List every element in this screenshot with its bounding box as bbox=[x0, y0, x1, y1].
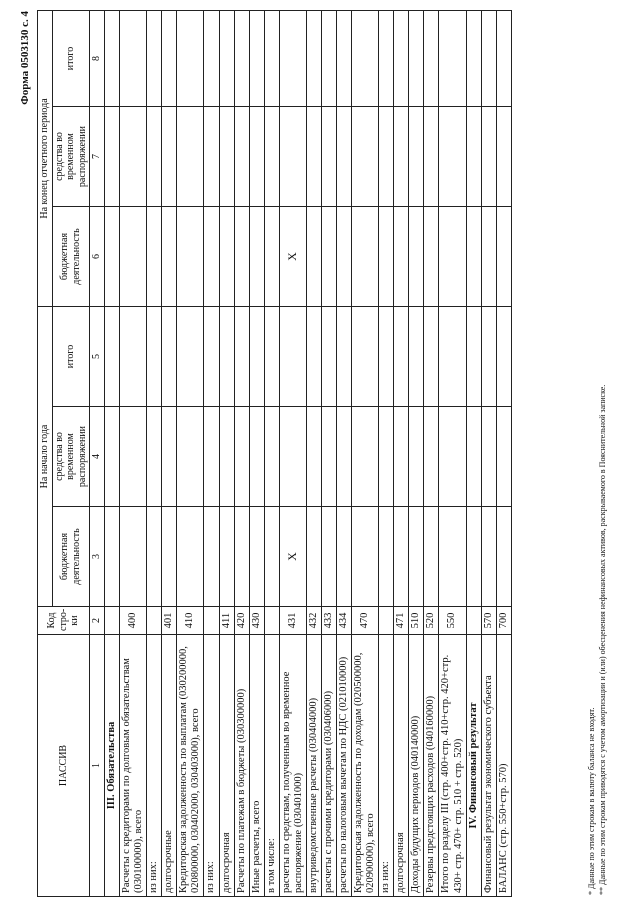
row-code: 471 bbox=[394, 606, 409, 634]
row-code: 700 bbox=[496, 606, 511, 634]
value-cell bbox=[234, 10, 249, 106]
row-name: БАЛАНС (стр. 550+стр. 570) bbox=[496, 634, 511, 896]
section-row bbox=[105, 10, 120, 896]
value-cell bbox=[481, 106, 496, 206]
table-row bbox=[394, 10, 409, 896]
table-row bbox=[249, 10, 264, 896]
value-cell bbox=[162, 506, 177, 606]
value-cell bbox=[379, 106, 394, 206]
value-cell bbox=[424, 506, 439, 606]
footnotes bbox=[587, 384, 609, 894]
value-cell bbox=[409, 206, 424, 306]
value-cell bbox=[337, 106, 352, 206]
row-name: Кредиторская задолженность по выплатам (030200000, 020800000, 030402000, 030403000), всего bbox=[177, 634, 204, 896]
value-cell bbox=[162, 406, 177, 506]
value-cell bbox=[352, 306, 379, 406]
value-cell bbox=[147, 106, 162, 206]
value-cell bbox=[424, 10, 439, 106]
header-temp-start: средства во временном распоряжении bbox=[52, 406, 90, 506]
col-number: 6 bbox=[90, 206, 105, 306]
value-cell bbox=[306, 106, 321, 206]
header-passive: ПАССИВ bbox=[38, 634, 90, 896]
header-temp-end: средства во временном распоряжении bbox=[52, 106, 90, 206]
value-cell bbox=[466, 10, 481, 106]
row-code: 430 bbox=[249, 606, 264, 634]
value-cell bbox=[234, 106, 249, 206]
row-name: из них: bbox=[379, 634, 394, 896]
value-cell bbox=[337, 206, 352, 306]
value-cell bbox=[120, 506, 147, 606]
value-cell bbox=[439, 406, 466, 506]
value-cell bbox=[264, 206, 279, 306]
value-cell bbox=[352, 506, 379, 606]
value-cell bbox=[439, 10, 466, 106]
value-cell bbox=[177, 106, 204, 206]
value-cell bbox=[394, 106, 409, 206]
value-cell bbox=[219, 10, 234, 106]
value-cell bbox=[439, 306, 466, 406]
row-code: 433 bbox=[321, 606, 336, 634]
header-total-start: итого bbox=[52, 306, 90, 406]
value-cell bbox=[264, 106, 279, 206]
footnote: ** Данные по этим строкам приводятся с учетом амортизации и (или) обесценения нефинансовых активов, раскрываемого в Пояснительной записке. bbox=[597, 384, 607, 895]
value-cell bbox=[120, 306, 147, 406]
value-cell bbox=[379, 306, 394, 406]
value-cell bbox=[162, 10, 177, 106]
value-cell bbox=[219, 506, 234, 606]
row-code: 434 bbox=[337, 606, 352, 634]
value-cell bbox=[321, 406, 336, 506]
table-row bbox=[279, 10, 306, 896]
row-name: Расчеты с кредиторами по долговым обязательствам (030100000), всего bbox=[120, 634, 147, 896]
table-row bbox=[409, 10, 424, 896]
value-cell bbox=[481, 406, 496, 506]
value-cell bbox=[321, 306, 336, 406]
table-row bbox=[264, 10, 279, 896]
table-row bbox=[439, 10, 466, 896]
form-sheet bbox=[15, 3, 625, 903]
value-cell bbox=[120, 10, 147, 106]
value-cell bbox=[249, 206, 264, 306]
value-cell bbox=[234, 506, 249, 606]
value-cell bbox=[162, 306, 177, 406]
value-cell bbox=[321, 106, 336, 206]
header-code: Код стро- ки bbox=[38, 606, 90, 634]
row-name: Финансовый результат экономического субъекта bbox=[481, 634, 496, 896]
value-cell bbox=[120, 106, 147, 206]
col-number: 3 bbox=[90, 506, 105, 606]
value-cell bbox=[177, 206, 204, 306]
value-cell bbox=[439, 206, 466, 306]
value-cell bbox=[279, 406, 306, 506]
table-row bbox=[481, 10, 496, 896]
row-name: Резервы предстоящих расходов (040160000) bbox=[424, 634, 439, 896]
value-cell bbox=[105, 406, 120, 506]
row-name: долгосрочные bbox=[162, 634, 177, 896]
row-code: 401 bbox=[162, 606, 177, 634]
value-cell bbox=[147, 10, 162, 106]
value-cell bbox=[234, 206, 249, 306]
table-row bbox=[424, 10, 439, 896]
value-cell bbox=[466, 106, 481, 206]
value-cell bbox=[321, 10, 336, 106]
row-code bbox=[264, 606, 279, 634]
row-name: Итого по разделу III (стр. 400+стр. 410+стр. 420+стр. 430+ стр. 470+ стр. 510 + стр. 520) bbox=[439, 634, 466, 896]
row-code: 550 bbox=[439, 606, 466, 634]
value-cell bbox=[162, 206, 177, 306]
value-cell bbox=[249, 306, 264, 406]
row-name: Иные расчеты, всего bbox=[249, 634, 264, 896]
value-cell bbox=[379, 206, 394, 306]
value-cell bbox=[219, 106, 234, 206]
value-cell bbox=[105, 506, 120, 606]
value-cell bbox=[219, 306, 234, 406]
table-row bbox=[177, 10, 204, 896]
value-cell bbox=[204, 10, 219, 106]
row-name: из них: bbox=[147, 634, 162, 896]
value-cell bbox=[439, 506, 466, 606]
value-cell bbox=[234, 406, 249, 506]
table-row bbox=[120, 10, 147, 896]
balance-table bbox=[37, 10, 512, 897]
value-cell bbox=[306, 206, 321, 306]
table-body bbox=[105, 10, 512, 896]
row-code: 411 bbox=[219, 606, 234, 634]
value-cell bbox=[306, 10, 321, 106]
table-row bbox=[379, 10, 394, 896]
value-cell: X bbox=[279, 506, 306, 606]
value-cell bbox=[306, 506, 321, 606]
value-cell: X bbox=[279, 206, 306, 306]
value-cell bbox=[409, 306, 424, 406]
value-cell bbox=[306, 406, 321, 506]
value-cell bbox=[177, 506, 204, 606]
value-cell bbox=[177, 10, 204, 106]
table-row bbox=[162, 10, 177, 896]
row-name: IV. Финансовый результат bbox=[466, 634, 481, 896]
row-code: 432 bbox=[306, 606, 321, 634]
row-code: 420 bbox=[234, 606, 249, 634]
value-cell bbox=[439, 106, 466, 206]
row-code bbox=[105, 606, 120, 634]
value-cell bbox=[147, 506, 162, 606]
table-row bbox=[204, 10, 219, 896]
table-row bbox=[352, 10, 379, 896]
value-cell bbox=[481, 306, 496, 406]
value-cell bbox=[219, 206, 234, 306]
row-name: расчеты по средствам, полученным во временное распоряжение (030401000) bbox=[279, 634, 306, 896]
form-code: Форма 0503130 с. 4 bbox=[19, 10, 31, 105]
value-cell bbox=[147, 206, 162, 306]
value-cell bbox=[162, 106, 177, 206]
value-cell bbox=[321, 506, 336, 606]
row-code: 510 bbox=[409, 606, 424, 634]
value-cell bbox=[496, 106, 511, 206]
value-cell bbox=[496, 10, 511, 106]
table-row bbox=[147, 10, 162, 896]
value-cell bbox=[234, 306, 249, 406]
value-cell bbox=[264, 10, 279, 106]
row-code: 400 bbox=[120, 606, 147, 634]
header-budget-start: бюджетная деятельность bbox=[52, 506, 90, 606]
row-name: долгосрочная bbox=[394, 634, 409, 896]
value-cell bbox=[352, 106, 379, 206]
value-cell bbox=[394, 206, 409, 306]
value-cell bbox=[337, 406, 352, 506]
value-cell bbox=[352, 10, 379, 106]
value-cell bbox=[264, 406, 279, 506]
section-row bbox=[466, 10, 481, 896]
value-cell bbox=[496, 206, 511, 306]
row-name: расчеты по налоговым вычетам по НДС (021010000) bbox=[337, 634, 352, 896]
value-cell bbox=[204, 506, 219, 606]
row-code: 520 bbox=[424, 606, 439, 634]
col-number: 5 bbox=[90, 306, 105, 406]
value-cell bbox=[424, 106, 439, 206]
table-row bbox=[337, 10, 352, 896]
row-code: 410 bbox=[177, 606, 204, 634]
row-name: Кредиторская задолженность по доходам (020500000, 020900000), всего bbox=[352, 634, 379, 896]
value-cell bbox=[105, 106, 120, 206]
value-cell bbox=[321, 206, 336, 306]
table-row bbox=[306, 10, 321, 896]
row-name: в том числе: bbox=[264, 634, 279, 896]
table-row bbox=[496, 10, 511, 896]
row-name: расчеты с прочими кредиторами (030406000) bbox=[321, 634, 336, 896]
value-cell bbox=[219, 406, 234, 506]
col-number: 4 bbox=[90, 406, 105, 506]
footnote: * Данные по этим строкам в валюту баланса не входят. bbox=[587, 707, 596, 895]
value-cell bbox=[379, 10, 394, 106]
value-cell bbox=[264, 506, 279, 606]
value-cell bbox=[105, 306, 120, 406]
row-code bbox=[147, 606, 162, 634]
value-cell bbox=[279, 306, 306, 406]
row-code: 470 bbox=[352, 606, 379, 634]
value-cell bbox=[352, 206, 379, 306]
value-cell bbox=[466, 406, 481, 506]
row-code bbox=[466, 606, 481, 634]
value-cell bbox=[204, 306, 219, 406]
value-cell bbox=[120, 206, 147, 306]
value-cell bbox=[379, 506, 394, 606]
header-total-end: итого bbox=[52, 10, 90, 106]
value-cell bbox=[424, 306, 439, 406]
value-cell bbox=[337, 306, 352, 406]
value-cell bbox=[204, 106, 219, 206]
value-cell bbox=[394, 406, 409, 506]
value-cell bbox=[496, 506, 511, 606]
value-cell bbox=[409, 10, 424, 106]
value-cell bbox=[394, 306, 409, 406]
value-cell bbox=[379, 406, 394, 506]
row-code: 570 bbox=[481, 606, 496, 634]
col-number: 2 bbox=[90, 606, 105, 634]
value-cell bbox=[409, 406, 424, 506]
value-cell bbox=[177, 306, 204, 406]
value-cell bbox=[496, 306, 511, 406]
header-start-period: На начало года bbox=[38, 306, 53, 606]
value-cell bbox=[204, 206, 219, 306]
table-row bbox=[234, 10, 249, 896]
value-cell bbox=[481, 10, 496, 106]
value-cell bbox=[394, 10, 409, 106]
value-cell bbox=[466, 206, 481, 306]
value-cell bbox=[496, 406, 511, 506]
value-cell bbox=[481, 206, 496, 306]
value-cell bbox=[279, 106, 306, 206]
value-cell bbox=[424, 406, 439, 506]
value-cell bbox=[466, 306, 481, 406]
row-name: Доходы будущих периодов (040140000) bbox=[409, 634, 424, 896]
header-end-period: На конец отчетного периода bbox=[38, 10, 53, 306]
table-row bbox=[321, 10, 336, 896]
value-cell bbox=[352, 406, 379, 506]
row-code: 431 bbox=[279, 606, 306, 634]
value-cell bbox=[337, 10, 352, 106]
value-cell bbox=[481, 506, 496, 606]
table-row bbox=[219, 10, 234, 896]
value-cell bbox=[409, 106, 424, 206]
value-cell bbox=[409, 506, 424, 606]
header-budget-end: бюджетная деятельность bbox=[52, 206, 90, 306]
row-name: из них: bbox=[204, 634, 219, 896]
row-name: Расчеты по платежам в бюджеты (030300000) bbox=[234, 634, 249, 896]
value-cell bbox=[264, 306, 279, 406]
value-cell bbox=[424, 206, 439, 306]
value-cell bbox=[249, 106, 264, 206]
value-cell bbox=[249, 506, 264, 606]
row-code bbox=[204, 606, 219, 634]
row-name: III. Обязательства bbox=[105, 634, 120, 896]
col-number: 8 bbox=[90, 10, 105, 106]
value-cell bbox=[120, 406, 147, 506]
value-cell bbox=[337, 506, 352, 606]
col-number: 7 bbox=[90, 106, 105, 206]
value-cell bbox=[249, 10, 264, 106]
value-cell bbox=[147, 406, 162, 506]
value-cell bbox=[394, 506, 409, 606]
value-cell bbox=[204, 406, 219, 506]
value-cell bbox=[105, 206, 120, 306]
value-cell bbox=[249, 406, 264, 506]
row-name: внутриведомственные расчеты (030404000) bbox=[306, 634, 321, 896]
value-cell bbox=[306, 306, 321, 406]
row-name: долгосрочная bbox=[219, 634, 234, 896]
value-cell bbox=[177, 406, 204, 506]
value-cell bbox=[279, 10, 306, 106]
col-number: 1 bbox=[90, 634, 105, 896]
row-code bbox=[379, 606, 394, 634]
value-cell bbox=[466, 506, 481, 606]
value-cell bbox=[105, 10, 120, 106]
value-cell bbox=[147, 306, 162, 406]
